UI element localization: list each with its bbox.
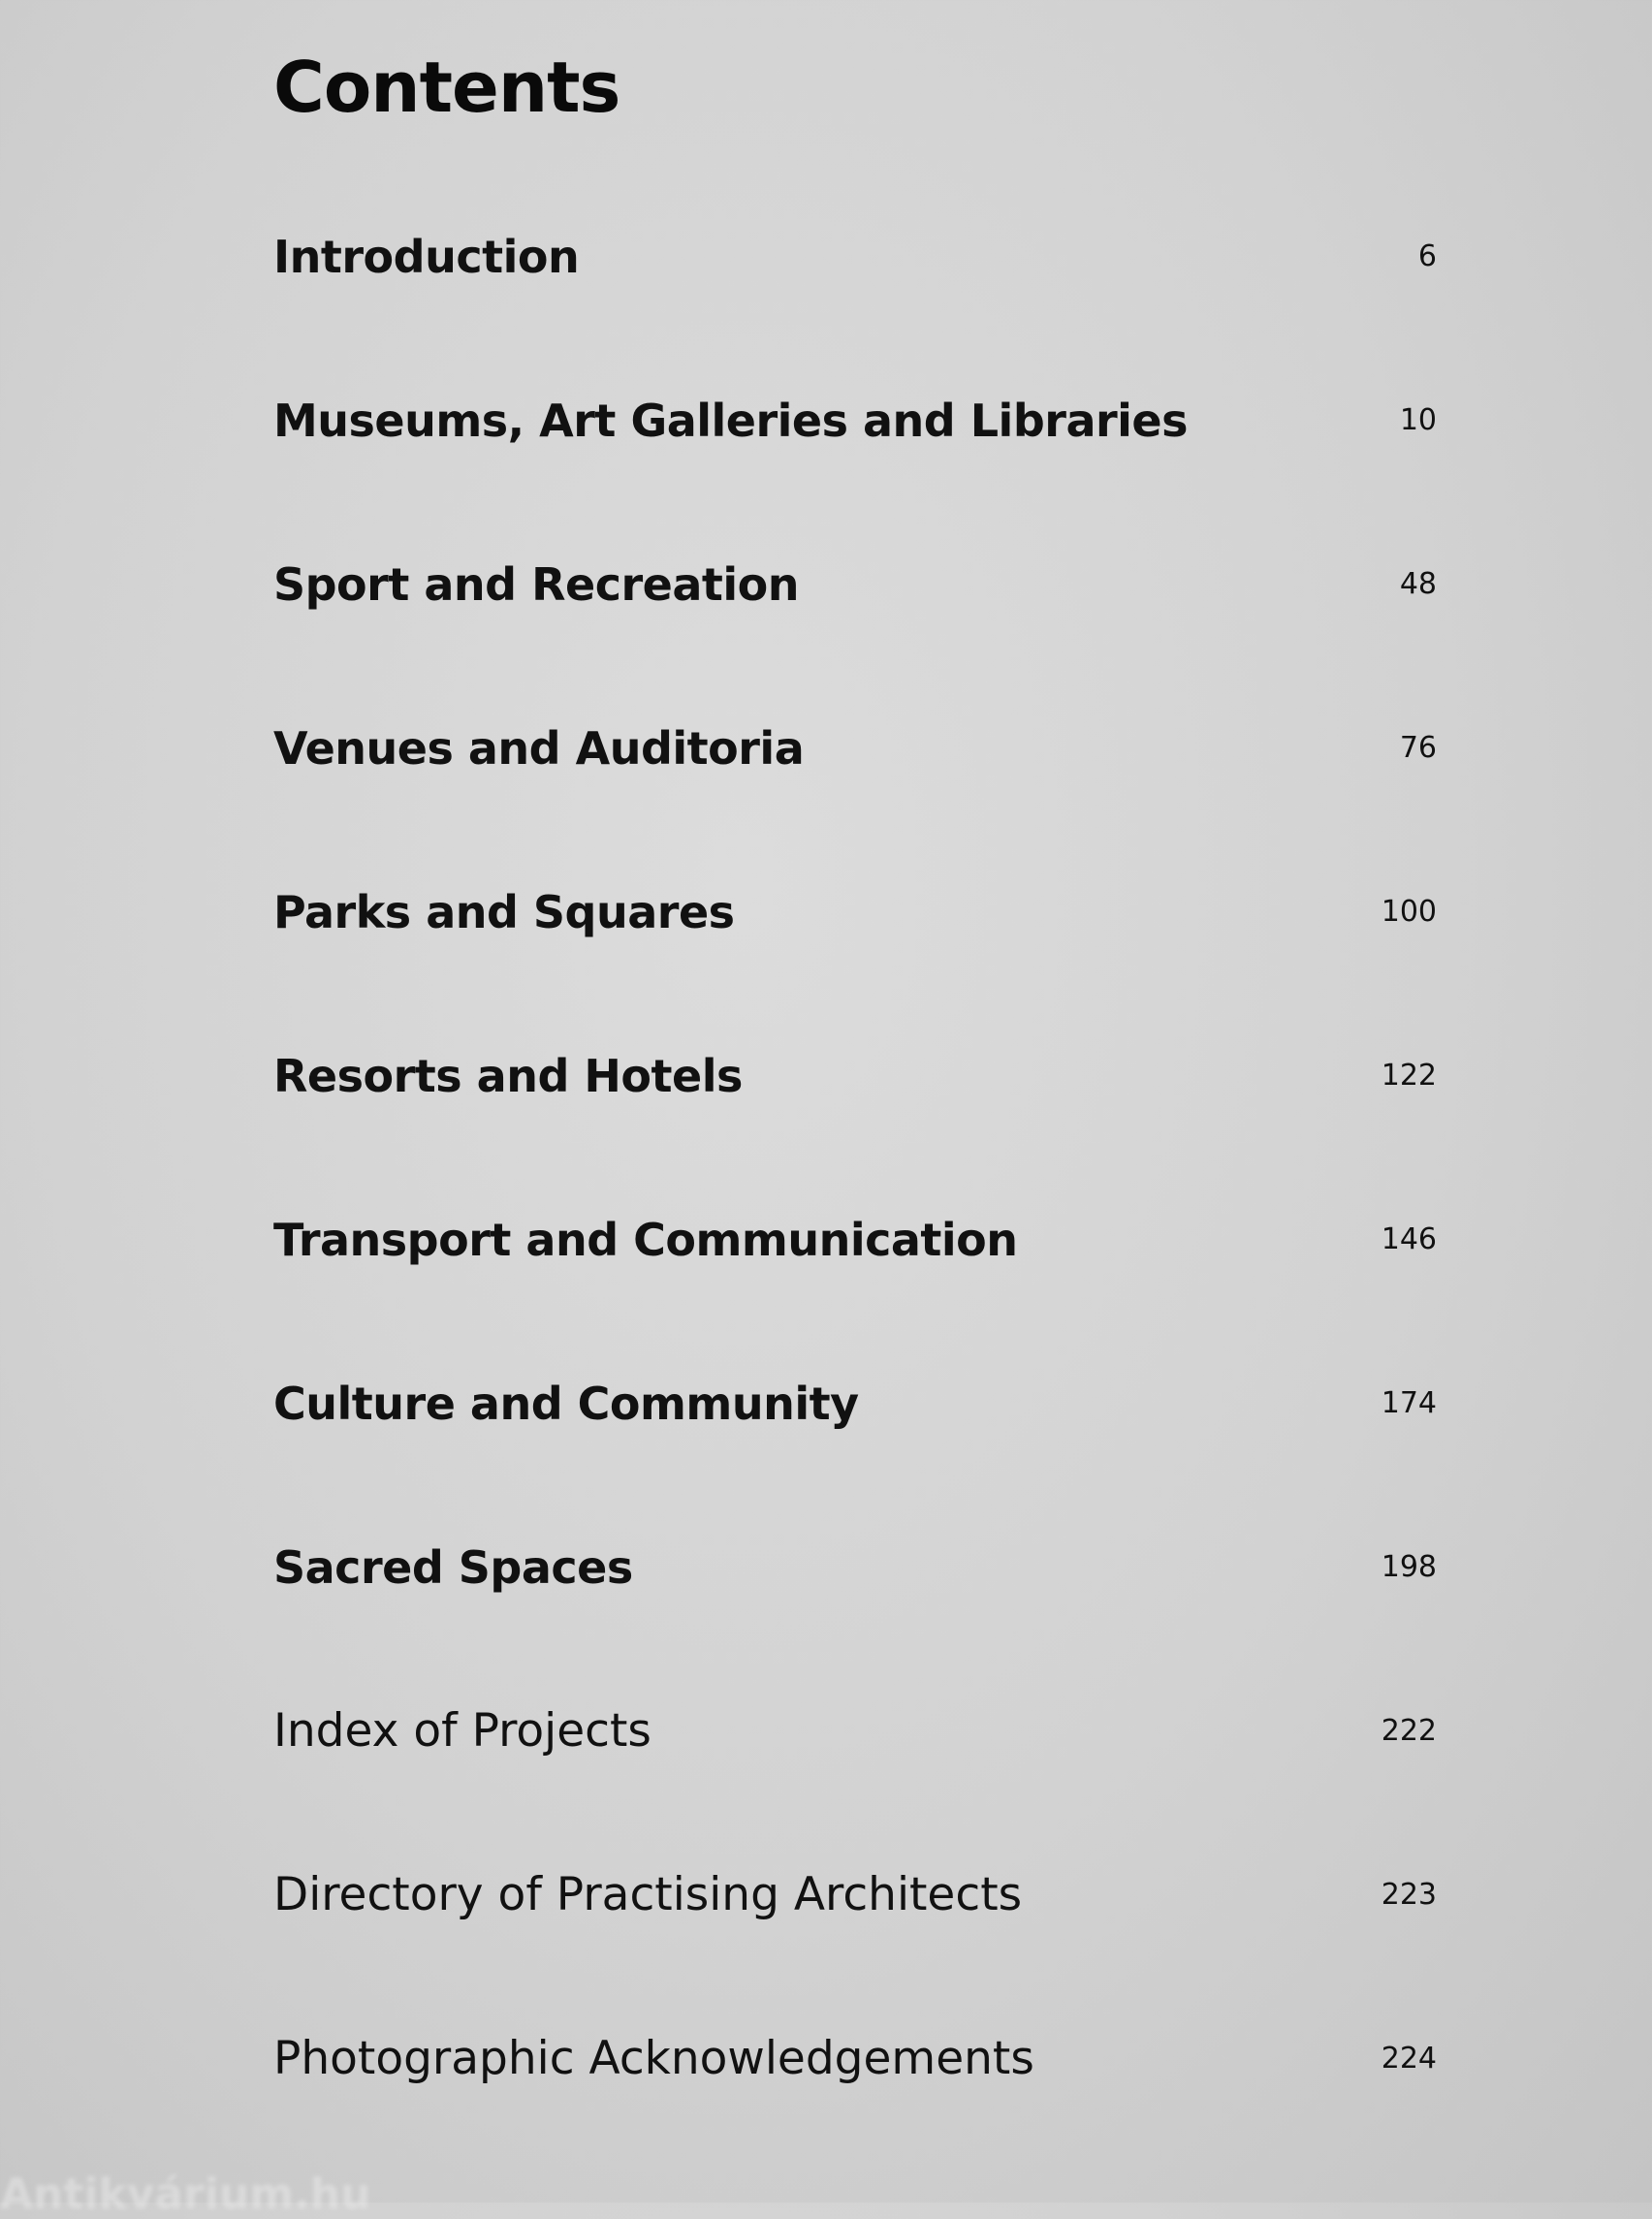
toc-entry-title: Transport and Communication: [273, 1214, 1018, 1266]
toc-entry-page: 48: [1399, 567, 1437, 601]
toc-entry-title: Sport and Recreation: [273, 558, 799, 611]
toc-entry-title: Introduction: [273, 231, 580, 283]
toc-entry-page: 198: [1381, 1550, 1437, 1584]
toc-entry-page: 222: [1381, 1714, 1437, 1748]
toc-entry-page: 100: [1381, 895, 1437, 929]
toc-entry: [273, 218, 1437, 296]
page-title: Contents: [273, 47, 620, 128]
toc-entry-page: 224: [1381, 2042, 1437, 2076]
toc-entry: [273, 1693, 1437, 1770]
toc-entry: [273, 1856, 1437, 1934]
toc-entry-page: 174: [1381, 1386, 1437, 1420]
toc-entry: [273, 1201, 1437, 1279]
toc-entry: [273, 873, 1437, 951]
toc-entry-title: Venues and Auditoria: [273, 722, 805, 775]
toc-entry: [273, 1037, 1437, 1115]
watermark: Antikvárium.hu: [0, 2170, 371, 2219]
toc-entry-title: Parks and Squares: [273, 886, 735, 938]
toc-entry-page: 76: [1399, 731, 1437, 765]
toc-entry-title: Resorts and Hotels: [273, 1050, 743, 1102]
toc-entry-page: 6: [1417, 239, 1437, 273]
toc-entry: [273, 2020, 1437, 2098]
toc-entry: [273, 1529, 1437, 1606]
toc-entry-page: 122: [1381, 1059, 1437, 1093]
toc-entry: [273, 546, 1437, 623]
toc-entry: [273, 382, 1437, 460]
toc-entry-page: 146: [1381, 1222, 1437, 1256]
toc-entry-page: 10: [1399, 403, 1437, 437]
toc-entry-title: Museums, Art Galleries and Libraries: [273, 395, 1189, 447]
toc-entry-title: Culture and Community: [273, 1378, 859, 1430]
toc-entry-title: Directory of Practising Architects: [273, 1868, 1023, 1921]
toc-entry-page: 223: [1381, 1878, 1437, 1912]
toc-entry-title: Sacred Spaces: [273, 1541, 633, 1594]
toc-entry: [273, 1365, 1437, 1442]
toc-entry: [273, 710, 1437, 787]
toc-entry-title: Index of Projects: [273, 1704, 651, 1758]
toc-entry-title: Photographic Acknowledgements: [273, 2032, 1034, 2085]
